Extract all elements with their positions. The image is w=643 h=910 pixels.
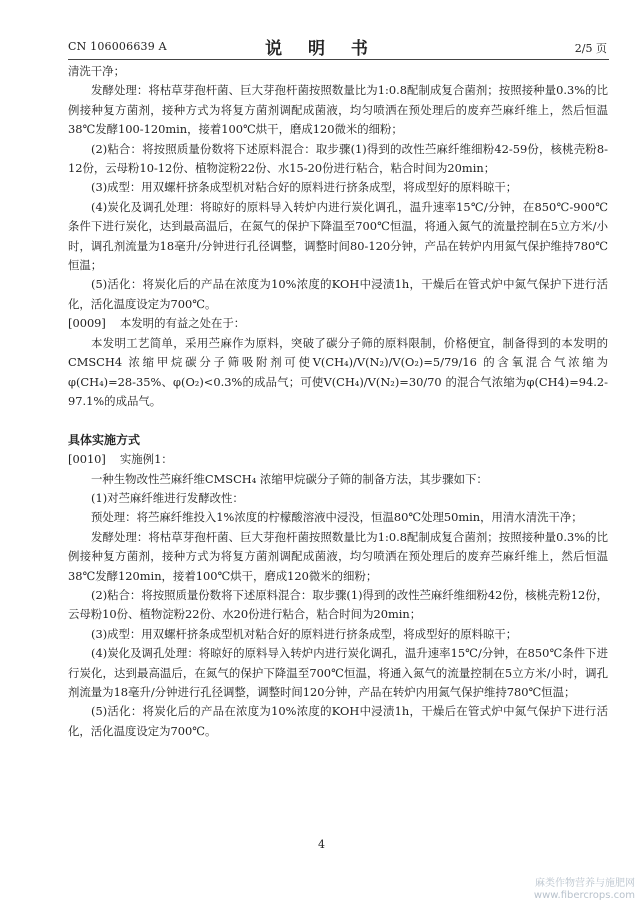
document-body	[68, 62, 608, 741]
section-heading: 具体实施方式	[68, 432, 141, 447]
watermark-url: www.fibercrops.com	[533, 890, 635, 901]
page-number: 4	[318, 838, 325, 851]
paragraph-number: [0010]	[68, 452, 106, 467]
body-paragraph: 一种生物改性苎麻纤维CMSCH₄ 浓缩甲烷碳分子筛的制备方法，其步骤如下：	[91, 471, 488, 486]
paragraph-0010	[68, 450, 608, 469]
body-paragraph: 清洗干净；	[68, 64, 125, 78]
body-paragraph: (3)成型：用双螺杆挤条成型机对粘合好的原料进行挤条成型，将成型好的原料晾干；	[91, 180, 518, 195]
watermark	[485, 878, 635, 902]
page-header	[0, 0, 643, 60]
body-paragraph: (5)活化：将炭化后的产品在浓度为10%浓度的KOH中浸渍1h，干燥后在管式炉中氮气保护下进行活化，活化温度设定为700℃。	[68, 277, 608, 311]
paragraph-text: 本发明的有益之处在于：	[119, 316, 246, 331]
page-indicator: 2/5 页	[574, 42, 607, 55]
body-paragraph: (2)粘合：将按照质量份数将下述原料混合：取步骤(1)得到的改性苎麻纤维细粉42份，核桃壳粉12份，云母粉10份、植物淀粉22份、水20份进行粘合，粘合时间为20min；	[68, 587, 608, 622]
publication-number: CN 106006639 A	[68, 40, 167, 53]
document-title: 说 明 书	[265, 39, 378, 59]
body-paragraph: (1)对苎麻纤维进行发酵改性：	[91, 490, 244, 505]
body-paragraph: (2)粘合：将按照质量份数将下述原料混合：取步骤(1)得到的改性苎麻纤维细粉42-59份，核桃壳粉8-12份，云母粉10-12份、植物淀粉22份、水15-20份进行粘合，粘合时间为20min；	[68, 141, 608, 176]
body-paragraph: (5)活化：将炭化后的产品在浓度为10%浓度的KOH中浸渍1h，干燥后在管式炉中氮气保护下进行活化，活化温度设定为700℃。	[68, 704, 608, 738]
watermark-title: 麻类作物营养与施肥网	[535, 878, 635, 889]
body-paragraph: 发酵处理：将枯草芽孢杆菌、巨大芽孢杆菌按照数量比为1:0.8配制成复合菌剂；按照接种量0.3%的比例接种复方菌剂，接种方式为将复方菌剂调配成菌液，均匀喷洒在预处理后的废弃苎麻纤维上，然后恒温38℃发酵120min，接着100℃烘干，磨成120微米的细粉；	[68, 529, 608, 583]
body-paragraph: 预处理：将苎麻纤维投入1%浓度的柠檬酸溶液中浸没，恒温80℃处理50min，用清水清洗干净；	[91, 510, 583, 525]
section-spacer	[68, 411, 608, 430]
paragraph-number: [0009]	[68, 316, 106, 331]
header-divider	[68, 59, 609, 60]
paragraph-block-benefits	[68, 334, 608, 412]
body-paragraph: 发酵处理：将枯草芽孢杆菌、巨大芽孢杆菌按照数量比为1:0.8配制成复合菌剂；按照接种量0.3%的比例接种复方菌剂，接种方式为将复方菌剂调配成菌液，均匀喷洒在预处理后的废弃苎麻纤维上，然后恒温38℃发酵100-120min，接着100℃烘干，磨成120微米的细粉；	[68, 83, 608, 137]
body-paragraph: 本发明工艺简单，采用苎麻作为原料，突破了碳分子筛的原料限制，价格便宜，制备得到的本发明的CMSCH4 浓缩甲烷碳分子筛吸附剂可使V(CH₄)/V(N₂)/V(O₂)=5/79/16 的含氧混合气浓缩为φ(CH₄)=28-35%、φ(O₂)<0.3%的成品气；可使V(CH₄)/V(N₂)=30/70 的混合气浓缩为φ(CH4)=94.2-97.1%的成品气。	[68, 335, 608, 408]
paragraph-block-example	[68, 470, 608, 742]
paragraph-text: 实施例1：	[119, 452, 173, 467]
body-paragraph: (4)炭化及调孔处理：将晾好的原料导入转炉内进行炭化调孔，温升速率15℃/分钟，在850℃条件下进行炭化，达到最高温后，在氮气的保护下降温至700℃恒温，将通入氮气的流量控制在5立方米/小时，调孔剂流量为18毫升/分钟进行孔径调整，调整时间120分钟，产品在转炉内用氮气保护维持780℃恒温；	[68, 646, 608, 699]
body-paragraph: (3)成型：用双螺杆挤条成型机对粘合好的原料进行挤条成型，将成型好的原料晾干；	[91, 626, 518, 641]
body-paragraph: (4)炭化及调孔处理：将晾好的原料导入转炉内进行炭化调孔，温升速率15℃/分钟，在850℃-900℃条件下进行炭化，达到最高温后，在氮气的保护下降温至700℃恒温，将通入氮气的流量控制在5立方米/小时，调孔剂流量为18毫升/分钟进行孔径调整，调整时间80-120分钟，产品在转炉内用氮气保护维持780℃恒温；	[68, 199, 608, 273]
paragraph-block-steps	[68, 62, 608, 314]
paragraph-0009	[68, 314, 608, 333]
